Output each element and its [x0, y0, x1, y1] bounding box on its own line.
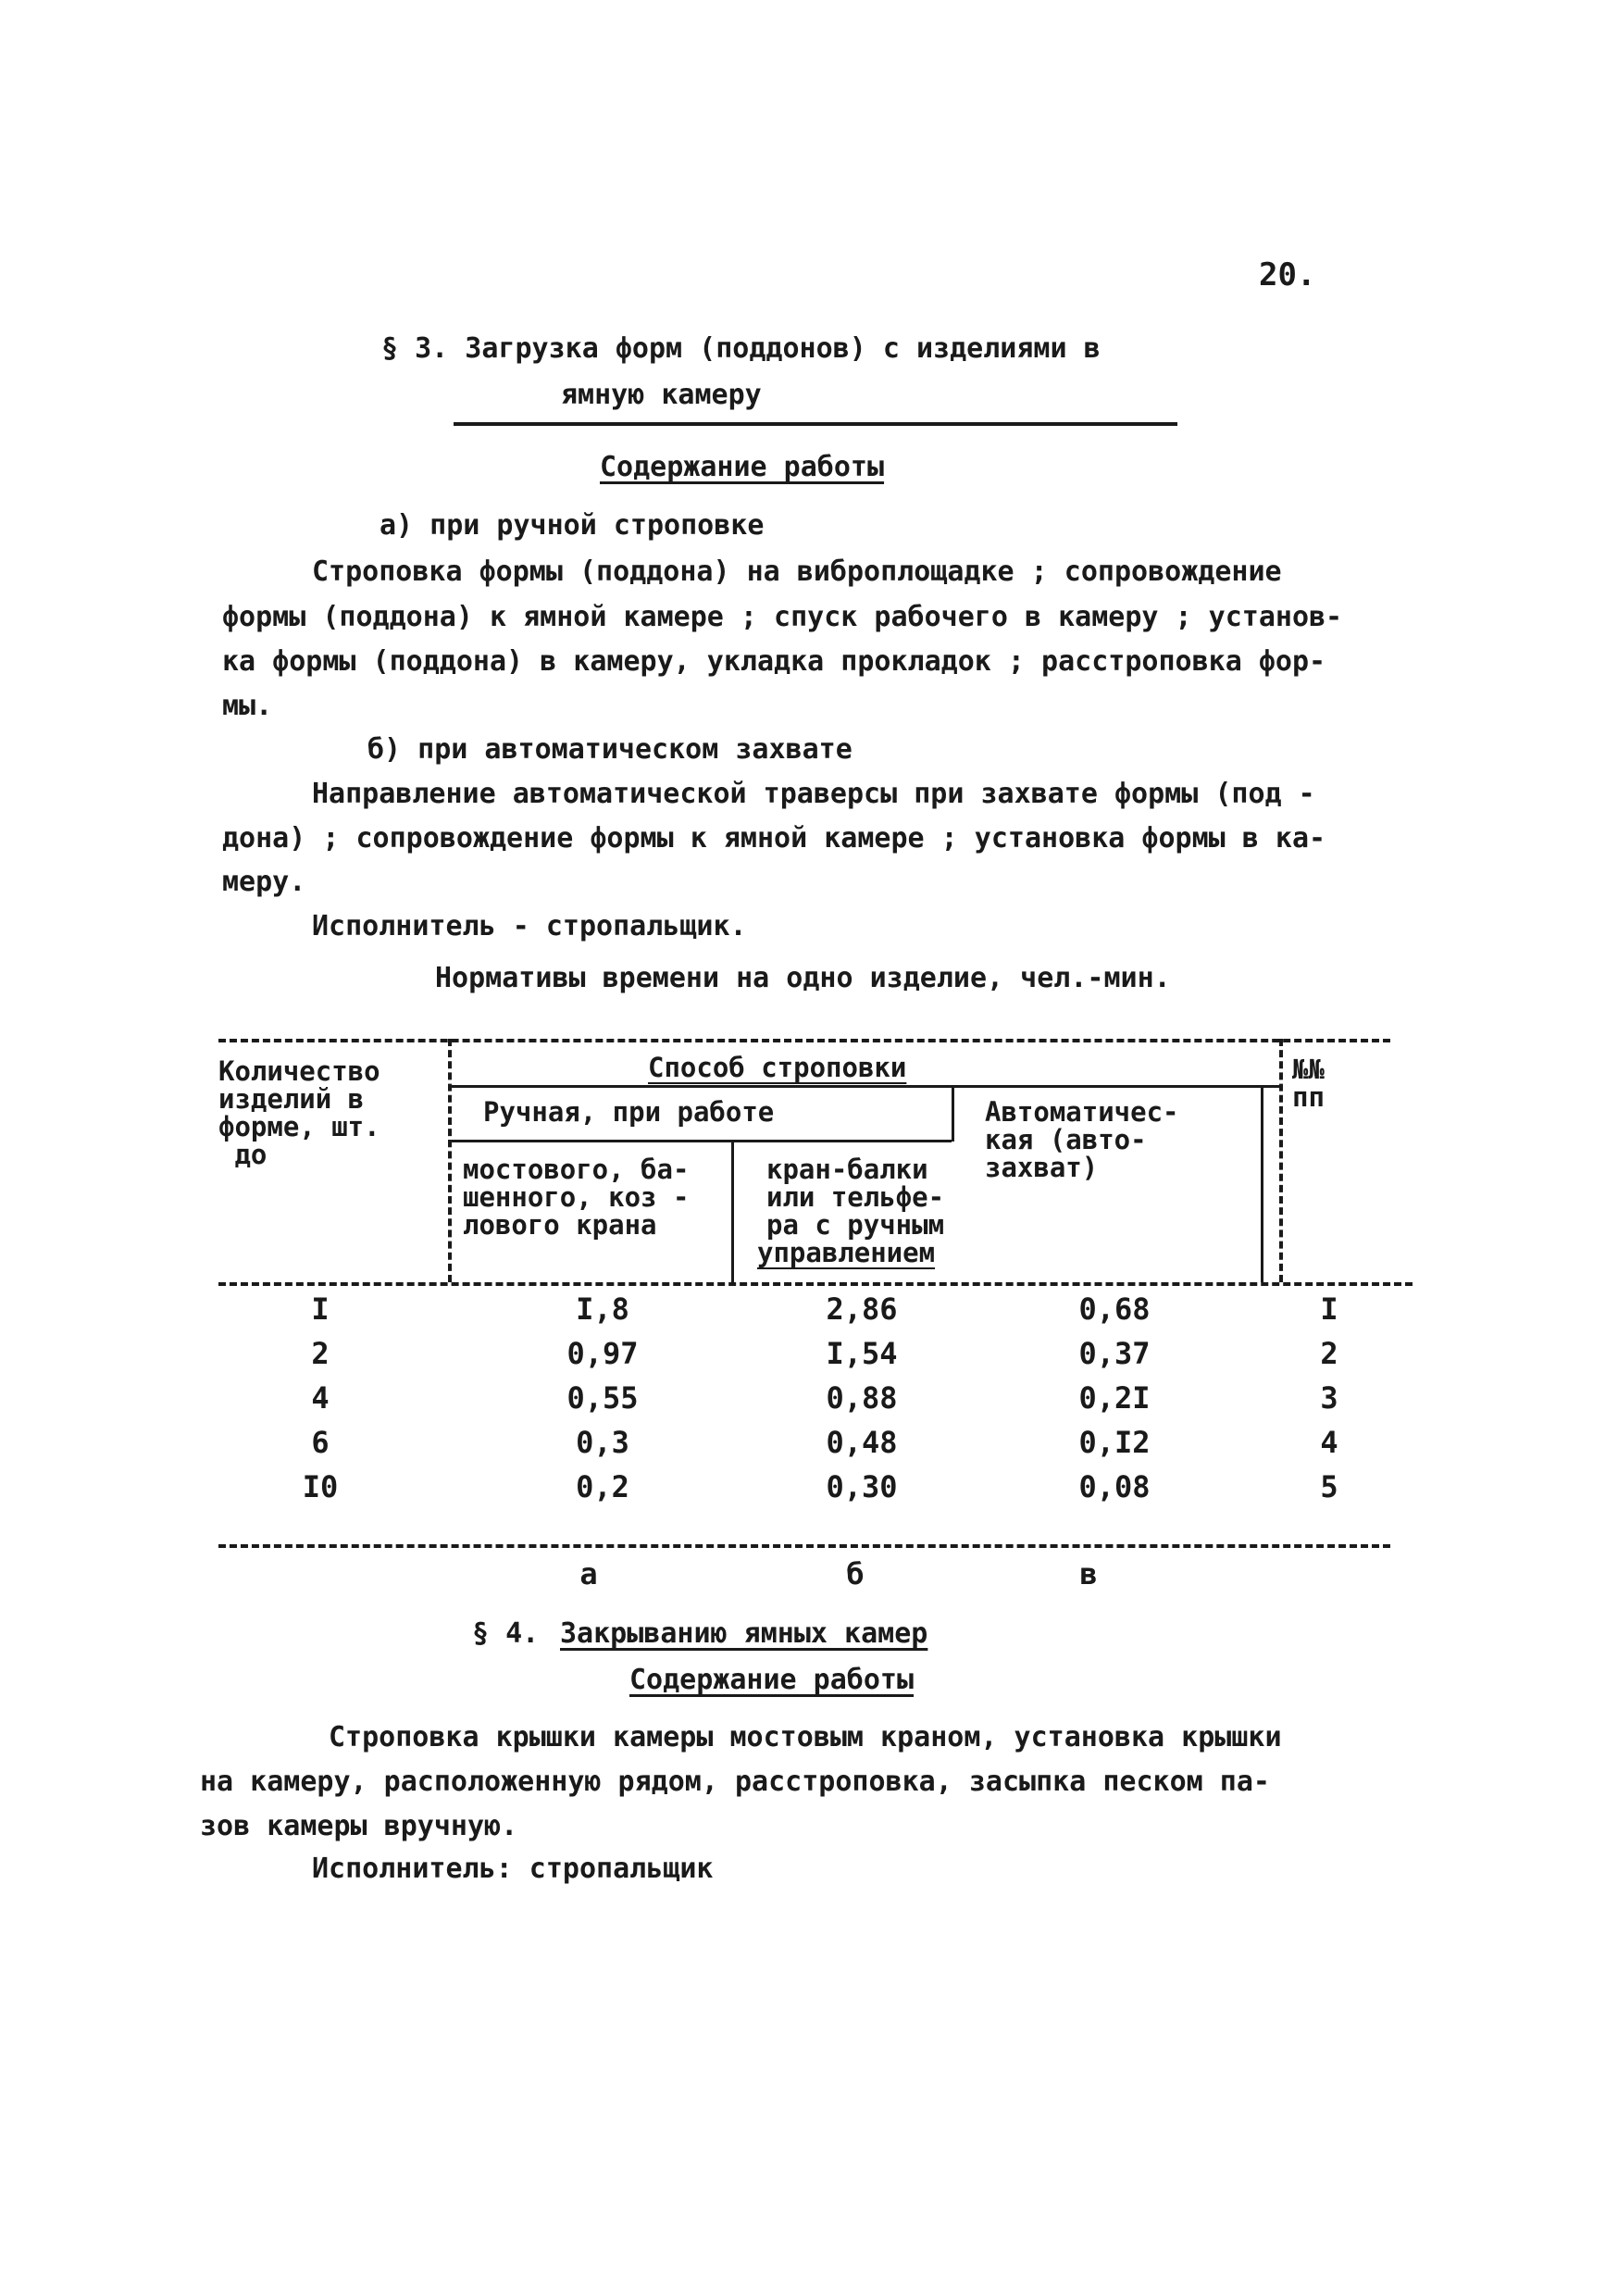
- row3-bridge: 0,55: [566, 1380, 639, 1416]
- table-method-rule: [448, 1085, 1279, 1088]
- row2-no: 2: [1320, 1336, 1338, 1371]
- row3-auto: 0,2I: [1078, 1380, 1151, 1416]
- section3-content-heading: Содержание работы: [600, 451, 885, 483]
- row5-no: 5: [1320, 1469, 1338, 1504]
- row4-auto: 0,I2: [1078, 1425, 1151, 1460]
- header-qty-line2: изделий в: [218, 1083, 365, 1115]
- row1-no: I: [1320, 1292, 1338, 1327]
- table-divider-auto: [952, 1088, 954, 1142]
- header-beam-line3: ра с ручным: [766, 1209, 945, 1241]
- table-divider-auto-right: [1261, 1088, 1263, 1282]
- header-bridge-line2: шенного, коз -: [463, 1181, 690, 1213]
- header-beam-line1: кран-балки: [766, 1154, 928, 1185]
- table-bottom-rule: [218, 1544, 1390, 1548]
- row4-qty: 6: [311, 1425, 330, 1460]
- table-manual-rule: [448, 1140, 952, 1142]
- executor-3: Исполнитель - стропальщик.: [312, 910, 747, 942]
- para-b-line1: Направление автоматической траверсы при захвате формы (под -: [312, 778, 1315, 810]
- row1-bridge: I,8: [576, 1292, 629, 1327]
- row3-qty: 4: [311, 1380, 330, 1416]
- table-divider-qty: [448, 1039, 452, 1282]
- header-method: Способ строповки: [648, 1052, 907, 1083]
- row4-no: 4: [1320, 1425, 1338, 1460]
- row2-qty: 2: [311, 1336, 330, 1371]
- row5-beam: 0,30: [826, 1469, 898, 1504]
- row1-qty: I: [311, 1292, 330, 1327]
- col-letter-c: в: [1079, 1556, 1098, 1591]
- section4-para-line1: Строповка крышки камеры мостовым краном, установка крышки: [329, 1721, 1282, 1753]
- page-number: 20.: [1259, 256, 1316, 293]
- executor-4: Исполнитель: стропальщик: [312, 1853, 714, 1885]
- col-letter-b: б: [846, 1556, 865, 1591]
- header-qty-line1: Количество: [218, 1055, 380, 1087]
- row4-beam: 0,48: [826, 1425, 898, 1460]
- header-auto-line3: захват): [985, 1152, 1099, 1183]
- row2-beam: I,54: [826, 1336, 898, 1371]
- header-beam-line4: управлением: [757, 1237, 936, 1268]
- row5-qty: I0: [302, 1469, 339, 1504]
- table-top-rule: [218, 1039, 1390, 1042]
- section4-para-line3: зов камеры вручную.: [200, 1810, 518, 1842]
- para-a-line2: формы (поддона) к ямной камере ; спуск рабочего в камеру ; установ-: [222, 601, 1343, 633]
- header-no-line1: №№: [1292, 1054, 1325, 1085]
- table-divider-beam: [731, 1142, 734, 1282]
- header-auto-line1: Автоматичес-: [985, 1096, 1179, 1128]
- header-bridge-line1: мостового, ба-: [463, 1154, 690, 1185]
- header-qty-line4: до: [218, 1139, 268, 1170]
- section3-title-rule: [454, 422, 1177, 426]
- row3-beam: 0,88: [826, 1380, 898, 1416]
- section4-para-line2: на камеру, расположенную рядом, расстроповка, засыпка песком па-: [200, 1766, 1270, 1798]
- header-qty-line3: форме, шт.: [218, 1111, 380, 1142]
- para-a-line1: Строповка формы (поддона) на виброплощадке ; сопровождение: [312, 555, 1282, 588]
- table-header-rule: [218, 1282, 1413, 1286]
- row4-bridge: 0,3: [576, 1425, 629, 1460]
- section4-title: Закрыванию ямных камер: [560, 1617, 928, 1650]
- subheading-b: б) при автоматическом захвате: [367, 733, 853, 766]
- row2-bridge: 0,97: [566, 1336, 639, 1371]
- row1-auto: 0,68: [1078, 1292, 1151, 1327]
- header-no-line2: пп: [1292, 1081, 1325, 1113]
- header-beam-line2: или тельфе-: [766, 1181, 945, 1213]
- para-a-line4: мы.: [222, 690, 273, 722]
- para-a-line3: ка формы (поддона) в камеру, укладка прокладок ; расстроповка фор-: [222, 645, 1326, 678]
- para-b-line2: дона) ; сопровождение формы к ямной камере ; установка формы в ка-: [222, 822, 1326, 855]
- section3-title-line2: ямную камеру: [561, 379, 762, 411]
- section3-title-line1: § 3. Загрузка форм (поддонов) с изделиями в: [381, 332, 1101, 365]
- header-bridge-line3: лового крана: [463, 1209, 657, 1241]
- row2-auto: 0,37: [1078, 1336, 1151, 1371]
- row5-auto: 0,08: [1078, 1469, 1151, 1504]
- row1-beam: 2,86: [826, 1292, 898, 1327]
- section4-prefix: § 4.: [472, 1617, 540, 1650]
- table-divider-no: [1279, 1039, 1283, 1282]
- table-caption: Нормативы времени на одно изделие, чел.-мин.: [435, 962, 1171, 994]
- section4-content-heading: Содержание работы: [629, 1664, 915, 1696]
- header-auto-line2: кая (авто-: [985, 1124, 1147, 1155]
- row3-no: 3: [1320, 1380, 1338, 1416]
- row5-bridge: 0,2: [576, 1469, 629, 1504]
- header-manual: Ручная, при работе: [483, 1096, 775, 1128]
- para-b-line3: меру.: [222, 866, 306, 898]
- col-letter-a: а: [579, 1556, 598, 1591]
- subheading-a: а) при ручной строповке: [380, 509, 765, 542]
